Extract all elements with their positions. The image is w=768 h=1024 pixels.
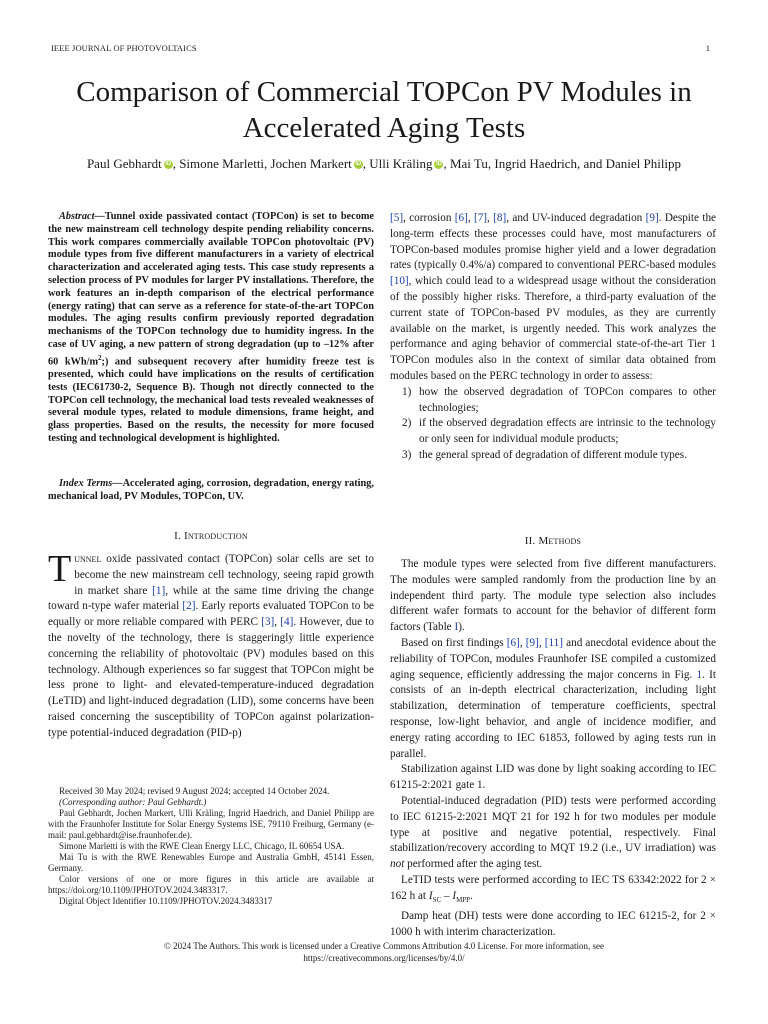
citation-link[interactable]: [9] xyxy=(525,636,539,649)
author-name: , Simone Marletti, Jochen Markert xyxy=(172,156,352,171)
citation-link[interactable]: [10] xyxy=(390,275,409,288)
table-link[interactable]: I xyxy=(454,621,459,634)
citation-link[interactable]: [7] xyxy=(473,212,488,224)
figure-link[interactable]: 1 xyxy=(696,668,703,681)
footnote-affiliation: Mai Tu is with the RWE Renewables Europe and Australia GmbH, 45141 Essen, Germany. xyxy=(48,852,374,873)
license-url[interactable]: https://creativecommons.org/licenses/by/4.0/ xyxy=(303,953,465,963)
author-name: , Ulli Kräling xyxy=(362,156,433,171)
methods-body xyxy=(390,557,716,940)
citation-link[interactable]: [8] xyxy=(493,212,507,224)
paragraph: Stabilization against LID was done by light soaking according to IEC 61215-2:2021 gate 1. xyxy=(390,763,716,792)
footnotes xyxy=(48,786,374,907)
footnote-color-versions: Color versions of one or more figures in this article are available at https://doi.org/10.1109/JPHOTOV.2024.3483317. xyxy=(48,874,374,895)
footnote-doi: Digital Object Identifier 10.1109/JPHOTOV.2024.3483317 xyxy=(59,896,273,906)
abstract xyxy=(48,211,374,446)
abstract-lead: Abstract— xyxy=(59,211,105,222)
right-column-continuation xyxy=(390,211,716,464)
citation-link[interactable]: [9] xyxy=(645,212,659,224)
list-item: 1) how the observed degradation of TOPCon compares to other technologies; xyxy=(402,385,716,414)
paragraph: [5], corrosion [6], [7], [8], and UV-induced degradation [9]. Despite the long-term effects these processes could have, most manufacturers of TOPCon-based modules promise higher yield and a lower degradation rates (typically 0.4%/a) compared to conventional PERC-based modules [10], which could lead to a widespread usage without the consideration of the possibly higher risks. Therefore, a third-party evaluation of the current state of TOPCon-based PV modules, as they are currently available on the market, is urgently needed. This work analyzes the performance and aging behavior of commercial state-of-the-art Tier 1 TOPCon modules also in the context of similar data obtained from modules based on the PERC technology in order to assess: xyxy=(390,212,716,382)
abstract-text: Tunnel oxide passivated contact (TOPCon) is set to become the new mainstream cell technology despite pending reliability concerns. This work compares commercially available TOPCon photovoltaic (PV) module types from five different manufacturers in a variety of electrical characterization and accelerated aging tests. This case study represents a selection process of PV modules for larger PV installations. Therefore, the work features an in-depth comparison of the electrical performance (energy rating) that can serve as a reference for state-of-the-art TOPCon modules. The aging results confirm previously reported degradation mechanisms of the TOPCon technology due to humidity ingress. In the case of UV aging, a new pattern of strong degradation (up to –12% after 60 kWh/m xyxy=(48,211,374,368)
author-name: Paul Gebhardt xyxy=(86,156,162,171)
paper-title: Comparison of Commercial TOPCon PV Modules in Accelerated Aging Tests xyxy=(76,76,692,144)
author-list xyxy=(20,156,748,172)
abstract-superscript: 2 xyxy=(98,353,102,362)
abstract-text: ;) and subsequent recovery after humidity freeze test is presented, which could have implications on the results of certification tests (IEC61730-2, Sequence B). Though not directly connected to the TOPCon cell technology, the mechanical load tests revealed weaknesses of several module types, related to module dimensions, frame height, and glass properties. Based on the results, the necessity for more focused testing and technological development is highlighted. xyxy=(48,356,375,444)
index-terms xyxy=(48,478,374,504)
section-heading-methods: II. METHODS xyxy=(524,535,582,547)
section-heading-introduction: I. INTRODUCTION xyxy=(174,530,248,542)
citation-link[interactable]: [3] xyxy=(261,616,275,629)
paragraph: LeTID tests were performed according to IEC TS 63342:2022 for 2 × 162 h at $I_{SC} - I_{MPP}$. xyxy=(390,873,716,904)
citation-link[interactable]: [4] xyxy=(280,616,294,629)
drop-cap: T xyxy=(48,548,72,590)
license-notice xyxy=(40,940,728,964)
research-questions-list xyxy=(390,385,716,464)
citation-link[interactable]: [6] xyxy=(454,212,468,224)
index-terms-lead: Index Terms— xyxy=(59,478,123,489)
footnote-affiliation: Paul Gebhardt, Jochen Markert, Ulli Kräling, Ingrid Haedrich, and Daniel Philipp are with the Fraunhofer Institute for Solar Energy Systems ISE, 79110 Freiburg, Germany (e-mail: paul.gebhardt@ise.fraunhofer.de). xyxy=(48,808,374,840)
list-item: 2) if the observed degradation effects are intrinsic to the technology or only seen for individual module products; xyxy=(402,417,716,446)
author-name: , Mai Tu, Ingrid Haedrich, and Daniel Philipp xyxy=(443,156,682,171)
citation-link[interactable]: [5] xyxy=(390,212,404,224)
citation-link[interactable]: [6] xyxy=(506,636,520,649)
orcid-icon[interactable]: iD xyxy=(355,161,362,167)
journal-name: IEEE JOURNAL OF PHOTOVOLTAICS xyxy=(51,43,197,53)
citation-link[interactable]: [2] xyxy=(182,600,196,613)
index-terms-text: Accelerated aging, corrosion, degradation, energy rating, mechanical load, PV Modules, TOPCon, UV. xyxy=(48,478,374,502)
list-item: 3) the general spread of degradation of different module types. xyxy=(402,448,687,461)
paragraph: Potential-induced degradation (PID) tests were performed according to IEC 61215-2:2021 MQT 21 for 192 h for two modules per module type at positive and negative potential, respectively. Final stabilization/recovery according to MQT 19.2 (i.e., UV irradiation) was not performed after the aging test. xyxy=(390,794,716,871)
page-number: 1 xyxy=(705,43,710,53)
citation-link[interactable]: [1] xyxy=(152,584,166,597)
orcid-icon[interactable]: iD xyxy=(165,161,172,167)
paragraph: The module types were selected from five different manufacturers. The modules were sampled randomly from the production line by an independent third party. The module type selection also includes different wafer formats to account for the behavior of different form factors (Table I). xyxy=(390,558,716,634)
orcid-icon[interactable]: iD xyxy=(435,161,442,167)
license-text: © 2024 The Authors. This work is licensed under a Creative Commons Attribution 4.0 License. For more information, see xyxy=(164,941,604,951)
footnote-affiliation: Simone Marletti is with the RWE Clean Energy LLC, Chicago, IL 60654 USA. xyxy=(59,841,345,851)
citation-link[interactable]: [11] xyxy=(544,636,563,649)
paragraph: Damp heat (DH) tests were done according to IEC 61215-2, for 2 × 1000 h with interim characterization. xyxy=(390,909,716,938)
footnote-corresponding: (Corresponding author: Paul Gebhardt.) xyxy=(59,797,207,807)
footnote-received: Received 30 May 2024; revised 9 August 2024; accepted 14 October 2024. xyxy=(59,786,330,796)
introduction-body: TUNNEL oxide passivated contact (TOPCon) solar cells are set to become the new mainstream cell technology, seeing rapid growth in market share [1], while at the same time driving the change toward n-type wafer material [2]. Early reports evaluated TOPCon to be equally or more reliable compared with PERC [3], [4]. However, due to the novelty of the technology, there is staggeringly little experience concerning the reliability of photovoltaic (PV) modules based on this technology. Although experiences so far suggest that TOPCon might be less prone to light- and elevated-temperature-induced degradation (LeTID) and light-induced degradation (LID), some concerns have been raised concerning the susceptibility of TOPCon against polarization-type potential-induced degradation (PID-p) xyxy=(48,548,375,739)
paragraph: Based on first findings [6], [9], [11] and anecdotal evidence about the reliability of TOPCon, modules Fraunhofer ISE compiled a customized aging sequence, efficiently addressing the major concerns in Fig. 1. It consists of an in-depth electrical characterization, including light stabilization, determination of temperature coefficients, spectral response, low-light behavior, and angle of incidence modifier, and energy rating according to IEC 61853, followed by aging tests run in parallel. xyxy=(390,636,716,760)
